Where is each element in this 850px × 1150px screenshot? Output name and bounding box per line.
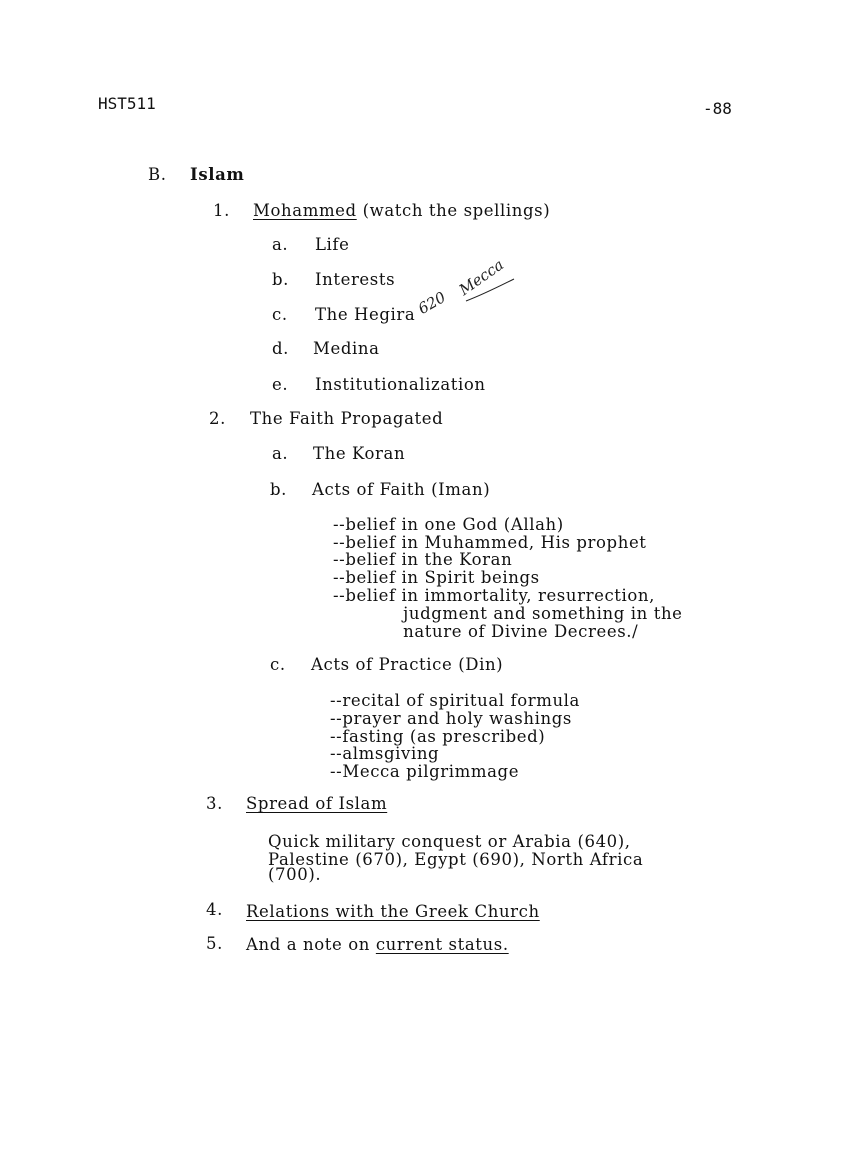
- page-number: -88: [703, 99, 732, 118]
- item-3-body-line: Quick military conquest or Arabia (640),: [268, 832, 631, 851]
- item-1-title-suffix: (watch the spellings): [356, 201, 551, 220]
- faith-list-line: --belief in one God (Allah): [333, 515, 564, 534]
- item-1d-letter: d.: [272, 339, 290, 358]
- practice-list-line: --recital of spiritual formula: [330, 691, 580, 710]
- item-2a-letter: a.: [272, 444, 289, 463]
- item-2c-letter: c.: [270, 655, 286, 674]
- item-1e-text: Institutionalization: [315, 375, 486, 394]
- faith-list-line: --belief in Spirit beings: [333, 568, 540, 587]
- course-code: HST511: [98, 94, 156, 113]
- item-1c-text: The Hegira: [315, 305, 416, 324]
- item-1d-text: Medina: [313, 339, 380, 358]
- handwritten-year-note: 620: [415, 288, 449, 318]
- item-5-number: 5.: [206, 934, 223, 953]
- faith-list-line: judgment and something in the: [333, 604, 683, 623]
- item-1-title-line: [253, 202, 550, 220]
- item-5-title-line: [246, 936, 509, 954]
- item-2-title: The Faith Propagated: [250, 409, 444, 428]
- faith-list-line: --belief in the Koran: [333, 550, 513, 569]
- item-1c-letter: c.: [272, 305, 288, 324]
- item-2b-text: Acts of Faith (Iman): [312, 480, 491, 499]
- item-3-title: Spread of Islam: [246, 794, 388, 813]
- item-3-body-line: Palestine (670), Egypt (690), North Africa: [268, 850, 644, 869]
- item-2a-text: The Koran: [313, 444, 406, 463]
- item-2c-text: Acts of Practice (Din): [311, 655, 504, 674]
- practice-list-line: --almsgiving: [330, 744, 440, 763]
- faith-list-line: --belief in immortality, resurrection,: [333, 586, 655, 605]
- faith-list-line: nature of Divine Decrees./: [333, 622, 639, 641]
- item-3-body-line: (700).: [268, 865, 322, 884]
- item-1a-text: Life: [315, 235, 350, 254]
- item-1e-letter: e.: [272, 375, 289, 394]
- faith-list-line: --belief in Muhammed, His prophet: [333, 533, 647, 552]
- item-3-number: 3.: [206, 794, 223, 813]
- item-5-title-prefix: And a note on: [246, 935, 376, 954]
- handwritten-underline-mark: [462, 277, 522, 307]
- item-2-number: 2.: [209, 409, 226, 428]
- item-1b-letter: b.: [272, 270, 290, 289]
- item-4-number: 4.: [206, 900, 223, 919]
- practice-list-line: --prayer and holy washings: [330, 709, 572, 728]
- item-1a-letter: a.: [272, 235, 289, 254]
- item-2b-letter: b.: [270, 480, 288, 499]
- handwritten-place-note: Mecca: [455, 255, 507, 299]
- section-letter: B.: [148, 165, 167, 184]
- practice-list-line: --Mecca pilgrimmage: [330, 762, 520, 781]
- section-title: Islam: [190, 165, 245, 184]
- item-5-title: current status.: [375, 935, 509, 954]
- practice-list-line: --fasting (as prescribed): [330, 727, 546, 746]
- item-1b-text: Interests: [315, 270, 396, 289]
- item-1-number: 1.: [213, 201, 230, 220]
- item-1-title: Mohammed: [253, 201, 357, 220]
- item-4-title: Relations with the Greek Church: [246, 902, 540, 921]
